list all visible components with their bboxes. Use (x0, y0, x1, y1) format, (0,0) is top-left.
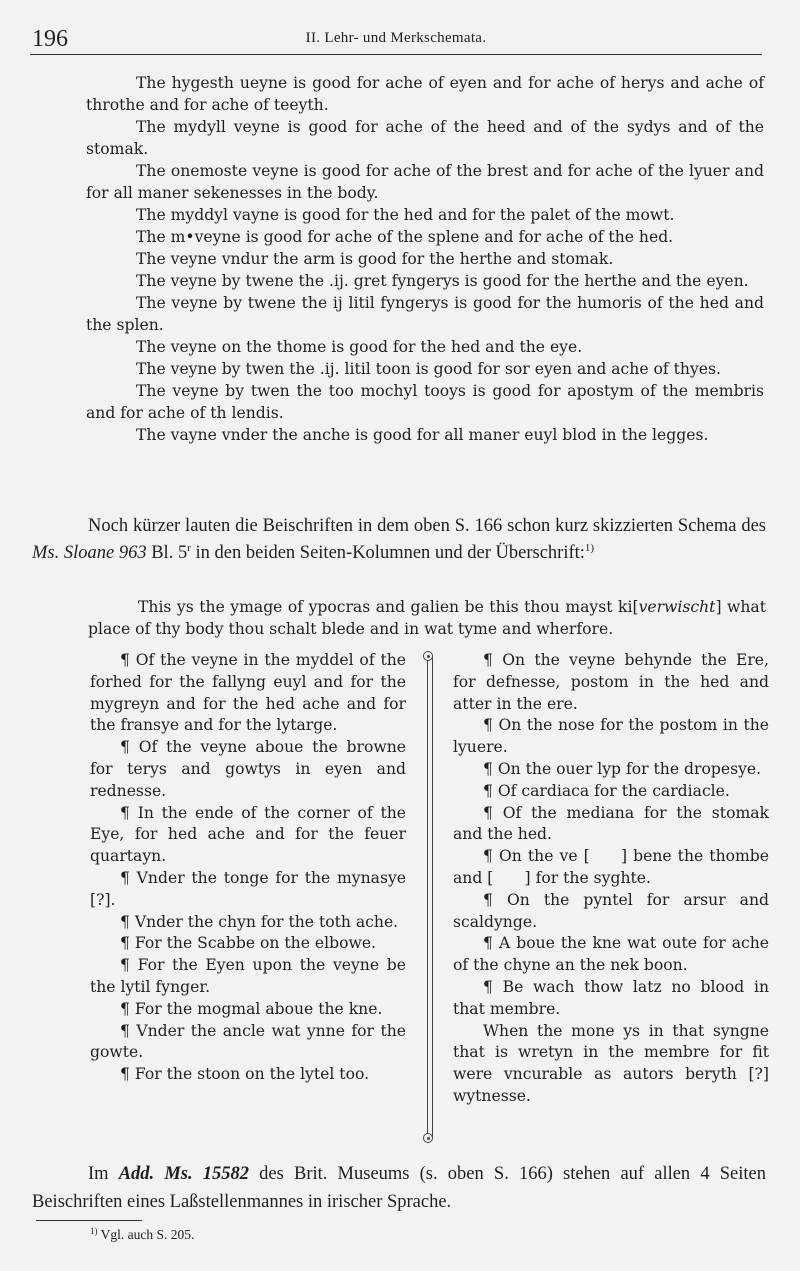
folio-recto-mark: r (187, 542, 191, 554)
verse-line: The veyne by twene the ij litil fyngerys is good for the humoris of the hed and the splen. (86, 294, 764, 334)
verse-line: The vayne vnder the anche is good for all maner euyl blod in the legges. (136, 426, 709, 444)
footnote-mark: 1) (90, 1226, 98, 1236)
right-column (453, 650, 769, 1108)
column-divider (427, 657, 433, 1137)
veins-verse-list (86, 72, 764, 446)
prose-text: des Brit. Museums (s. oben S. 166) stehen auf allen 4 Seiten Beischriften eines Laßstellenmannes in irischer Sprache. (32, 1164, 766, 1212)
column-entry: ¶ Vnder the chyn for the toth ache. (120, 912, 399, 931)
footnote-reference: 1) (584, 542, 595, 554)
column-entry: ¶ Vnder the tonge for the mynasye [?]. (90, 868, 406, 909)
column-entry: ¶ For the mogmal aboue the kne. (120, 999, 383, 1018)
column-entry: ¶ In the ende of the corner of the Eye, for hed ache and for the feuer quartayn. (90, 803, 406, 866)
verse-line: The myddyl vayne is good for the hed and for the palet of the mowt. (136, 206, 675, 224)
column-entry: ¶ Vnder the ancle wat ynne for the gowte. (90, 1021, 406, 1062)
column-entry: ¶ Of the veyne aboue the browne for terys and gowtys in eyen and rednesse. (90, 738, 406, 800)
verse-line: The veyne by twen the .ij. litil toon is good for sor eyen and ache of thyes. (136, 360, 721, 378)
caption-text: what place of thy body thou schalt blede and in wat tyme and wherfore. (88, 598, 766, 638)
column-entry: ¶ On the ouer lyp for the dropesye. (483, 759, 762, 778)
caption-bracket: ] (715, 598, 722, 616)
prose-text: Im (88, 1164, 119, 1184)
column-entry: ¶ On the ve [ ] bene the thombe and [ ] for the syghte. (453, 847, 769, 887)
manuscript-reference: Ms. Sloane 963 (32, 543, 147, 563)
verse-line: The veyne vndur the arm is good for the herthe and stomak. (136, 250, 614, 268)
verse-line: The veyne on the thome is good for the hed and the eye. (136, 338, 583, 356)
prose-text: Noch kürzer lauten die Beischriften in dem oben S. 166 schon kurz skizzierten Schema des (88, 516, 766, 536)
prose-text: in den beiden Seiten-Kolumnen und der Überschrift: (190, 543, 585, 563)
running-header (30, 24, 762, 55)
footnote-text: Vgl. auch S. 205. (97, 1227, 195, 1242)
column-entry: ¶ For the Scabbe on the elbowe. (120, 934, 377, 953)
column-entry: ¶ Of the mediana for the stomak and the hed. (453, 803, 769, 844)
column-entry: ¶ On the veyne behynde the Ere, for defnesse, postom in the hed and atter in the ere. (453, 651, 769, 713)
page-number: 196 (32, 26, 68, 52)
column-entry: ¶ On the nose for the postom in the lyuere. (453, 716, 769, 757)
column-entry: ¶ On the pyntel for arsur and scaldynge. (453, 890, 769, 931)
left-column (90, 650, 406, 1086)
sloane-paragraph (32, 513, 766, 567)
verse-line: The veyne by twen the too mochyl tooys is good for apostym of the membris and for ache of th lendis. (86, 382, 764, 422)
running-title: II. Lehr- und Merkschemata. (305, 30, 487, 46)
column-entry: When the mone ys in that syngne that is wretyn in the membre for fit were vncurable as autors beryth [?] wytnesse. (453, 1021, 769, 1105)
footnote (90, 1226, 194, 1243)
column-entry: ¶ For the Eyen upon the veyne be the lytil fynger. (90, 956, 406, 996)
verse-line: The veyne by twene the .ij. gret fyngerys is good for the herthe and the eyen. (136, 272, 749, 290)
divider-dot-ornament (423, 1133, 433, 1143)
column-entry: ¶ A boue the kne wat oute for ache of the chyne an the nek boon. (453, 934, 769, 975)
verse-line: The hygesth ueyne is good for ache of eyen and for ache of herys and ache of throthe and for ache of teeyth. (86, 74, 764, 114)
prose-text: Bl. 5 (146, 543, 188, 563)
footnote-rule (36, 1220, 142, 1221)
column-entry: ¶ Be wach thow latz no blood in that membre. (453, 977, 769, 1018)
erased-note: verwischt (638, 598, 716, 616)
column-entry: ¶ Of cardiaca for the cardiacle. (483, 781, 730, 800)
column-entry: ¶ Of the veyne in the myddel of the forhed for the fallyng euyl and for the mygreyn and for the hed ache and for the fransye and for the lytarge. (90, 651, 406, 735)
verse-line: The mydyll veyne is good for ache of the heed and of the sydys and of the stomak. (86, 118, 764, 158)
caption-bracket: [ (632, 598, 639, 616)
verse-line: The m•veyne is good for ache of the splene and for ache of the hed. (136, 228, 674, 246)
manuscript-reference: Add. Ms. 15582 (118, 1164, 250, 1184)
image-caption (88, 596, 766, 640)
divider-dot-ornament (423, 651, 433, 661)
column-entry: ¶ For the stoon on the lytel too. (120, 1065, 370, 1084)
irish-paragraph (32, 1160, 766, 1216)
caption-text: This ys the ymage of ypocras and galien be this thou mayst ki (138, 598, 633, 616)
verse-line: The onemoste veyne is good for ache of the brest and for ache of the lyuer and for all maner sekenesses in the body. (86, 162, 764, 202)
